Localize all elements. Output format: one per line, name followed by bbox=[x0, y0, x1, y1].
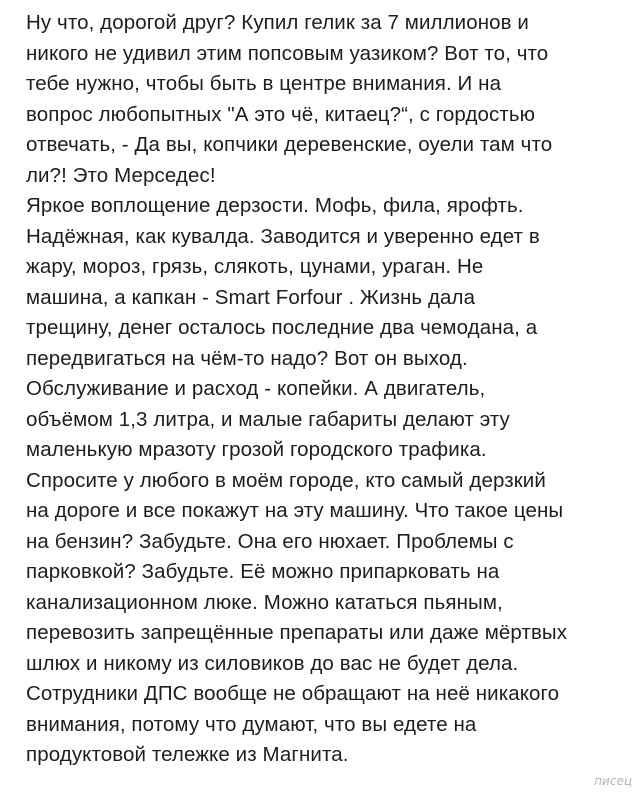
post-line: Яркое воплощение дерзости. Мофь, фила, ярофть. bbox=[26, 194, 524, 217]
post-line: жару, мороз, грязь, слякоть, цунами, ураган. Не bbox=[26, 255, 484, 278]
post-line: Спросите у любого в моём городе, кто самый дерзкий bbox=[26, 468, 546, 492]
post-line: шлюх и никому из силовиков до вас не будет дела. bbox=[26, 651, 519, 675]
post-line: Ну что, дорогой друг? Купил гелик за 7 миллионов и bbox=[26, 11, 529, 34]
post-line: вопрос любопытных "А это чё, китаец?“, с гордостью bbox=[26, 102, 536, 126]
post-line: внимания, потому что думают, что вы едете на bbox=[26, 712, 477, 736]
post-line: никого не удивил этим попсовым уазиком? Вот то, что bbox=[26, 41, 549, 65]
post-line: Надёжная, как кувалда. Заводится и уверенно едет в bbox=[26, 224, 540, 248]
post-line: перевозить запрещённые препараты или даже мёртвых bbox=[26, 621, 568, 644]
post-line: отвечать, - Да вы, копчики деревенские, оуели там что bbox=[26, 133, 553, 156]
post-line: трещину, денег осталось последние два чемодана, а bbox=[26, 316, 538, 339]
post-line: маленькую мразоту грозой городского трафика. bbox=[26, 438, 487, 461]
post-line: продуктовой тележке из Магнита. bbox=[26, 743, 349, 766]
post-line: Сотрудники ДПС вообще не обращают на неё никакого bbox=[26, 682, 560, 705]
post-line: объёмом 1,3 литра, и малые габариты делают эту bbox=[26, 407, 510, 431]
post-line: на дороге и все покажут на эту машину. Что такое цены bbox=[26, 499, 564, 522]
post-line: на бензин? Забудьте. Она его нюхает. Проблемы с bbox=[26, 529, 514, 553]
post-line: Обслуживание и расход - копейки. А двигатель, bbox=[26, 377, 486, 400]
post-line: передвигаться на чём-то надо? Вот он выход. bbox=[26, 346, 468, 370]
post-line: парковкой? Забудьте. Её можно припарковать на bbox=[26, 560, 500, 583]
post-line: машина, а капкан - Smart Forfour . Жизнь дала bbox=[26, 285, 476, 309]
post-line: ли?! Это Мерседес! bbox=[26, 163, 216, 187]
post-line: тебе нужно, чтобы быть в центре внимания. И на bbox=[26, 72, 502, 95]
post-line: канализационном люке. Можно кататься пьяным, bbox=[26, 590, 503, 614]
watermark: писец bbox=[594, 774, 632, 788]
post-text bbox=[26, 8, 626, 771]
